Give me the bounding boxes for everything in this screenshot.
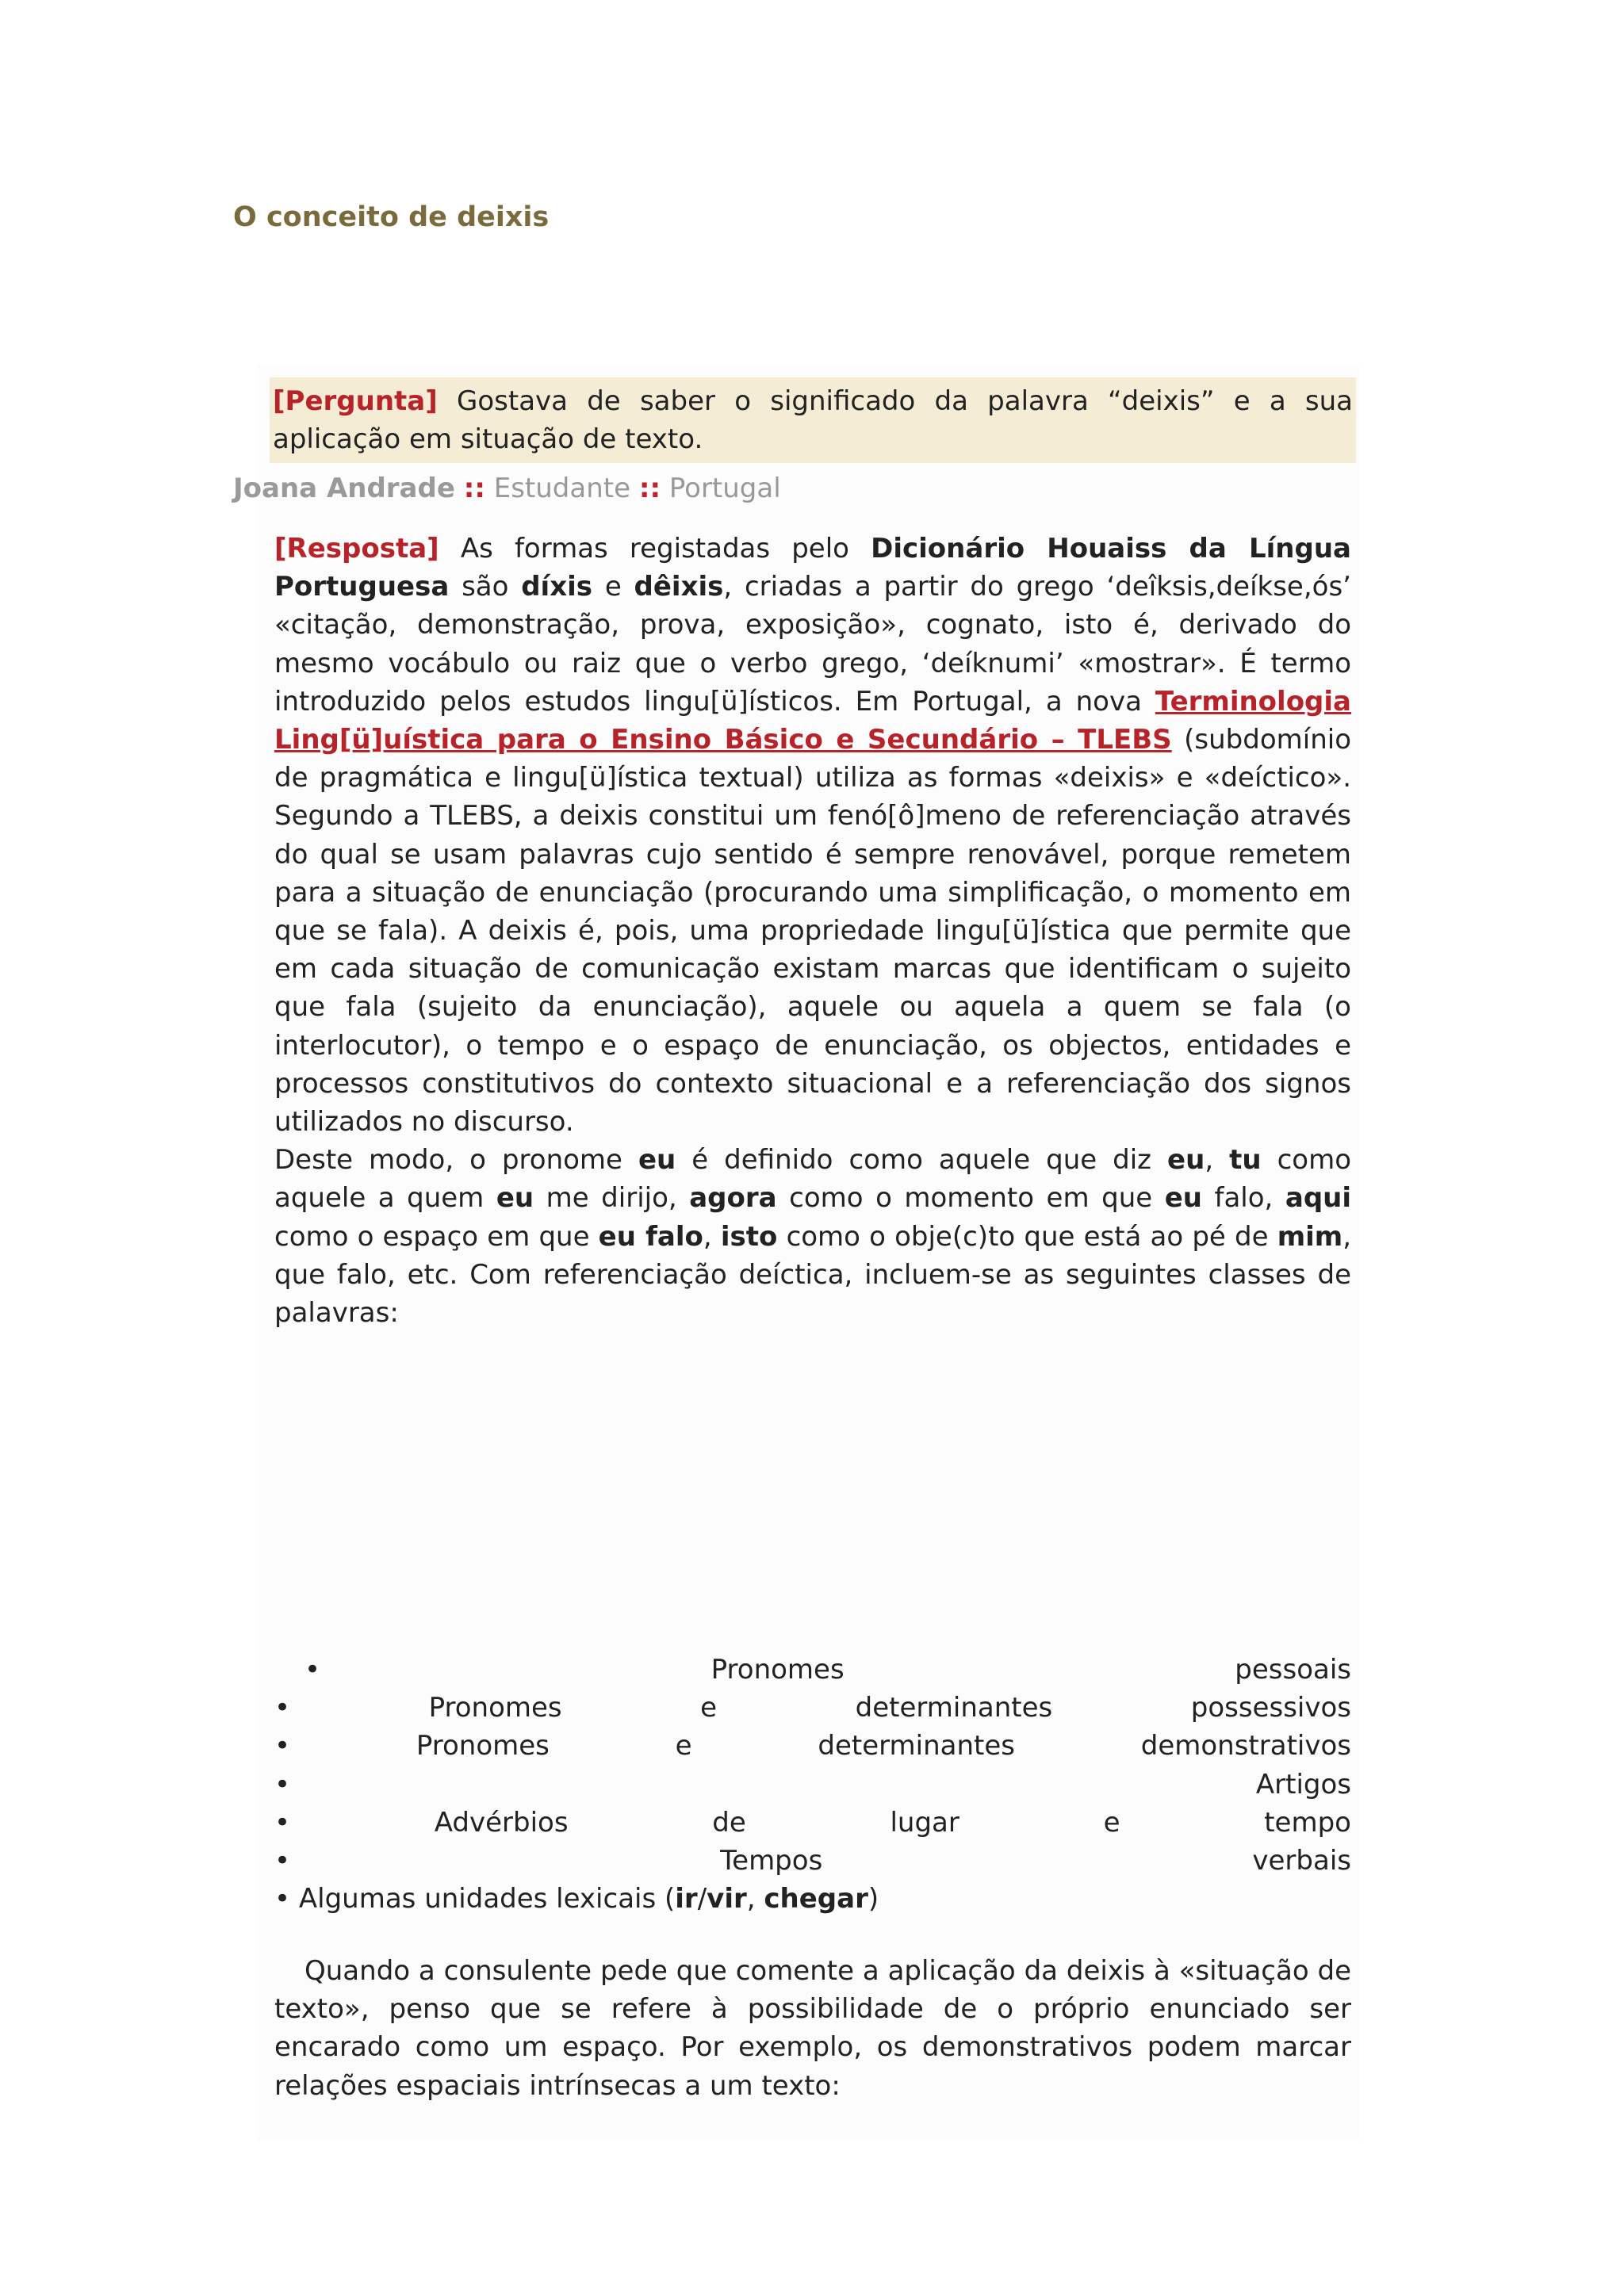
list-word: Advérbios [434, 1806, 569, 1839]
list-item [274, 1804, 1351, 1842]
term-mim: mim [1277, 1220, 1343, 1253]
list-word: possessivos [1190, 1692, 1351, 1724]
list-word: pessoais [1235, 1654, 1351, 1686]
list-word: determinantes [855, 1692, 1053, 1724]
list-word: e [700, 1692, 718, 1724]
word-class-list [274, 1651, 1351, 1918]
answer-part: (subdomínio de pragmática e lingu[ü]ística textual) utiliza as formas «deixis» e «deíctico». Segundo a TLEBS, a deixis constitui um fenó[ô]meno de referenciação através do qual se usam palavras cujo sentido é sempre renovável, porque remetem para a situação de enunciação (procurando uma simplificação, o momento em que se fala). A deixis é, pois, uma propriedade lingu[ü]ística que permite que em cada situação de comunicação existam marcas que identificam o sujeito que fala (sujeito da enunciação), aquele ou aquela a quem se fala (o interlocutor), o tempo e o espaço de enunciação, os objectos, entidades e processos constitutivos do contexto situacional e a referenciação dos signos utilizados no discurso. [274, 724, 1351, 1138]
question-tag: [Pergunta] [273, 385, 438, 417]
term-aqui: aqui [1285, 1182, 1352, 1215]
list-word: , [746, 1883, 756, 1915]
answer-part: me dirijo, [546, 1182, 677, 1215]
term-agora: agora [689, 1182, 777, 1215]
answer-part: como o momento em que [789, 1182, 1153, 1215]
answer-part: como o espaço em que [274, 1220, 590, 1253]
term-eu-falo: eu falo [598, 1220, 703, 1253]
answer-part: , que falo, etc. Com referenciação deíctica, incluem-se as seguintes classes de palavras: [274, 1220, 1352, 1330]
page-title: O conceito de deixis [233, 201, 550, 233]
term-eu: eu [638, 1144, 676, 1177]
dictionary-name: Dicionário Houaiss da Língua Portuguesa [274, 533, 1351, 603]
answer-text [274, 530, 1351, 1332]
answer-part: As formas registadas pelo [460, 533, 849, 564]
list-word: verbais [1252, 1845, 1351, 1877]
term-ir: ir [675, 1883, 698, 1915]
list-word: ) [868, 1883, 879, 1915]
bullet-icon: • [274, 1730, 291, 1762]
bullet-icon: • [274, 1883, 291, 1915]
question-box [270, 377, 1356, 463]
term-chegar: chegar [764, 1883, 868, 1915]
list-word: determinantes [818, 1730, 1015, 1762]
answer-part: Deste modo, o pronome [274, 1144, 622, 1177]
answer-part: é definido como aquele que diz [691, 1144, 1152, 1177]
answer-part: falo, [1214, 1182, 1274, 1215]
term-isto: isto [720, 1220, 778, 1253]
list-word: Algumas unidades lexicais ( [298, 1883, 676, 1915]
list-word: e [1103, 1806, 1120, 1839]
term-eu: eu [1164, 1182, 1202, 1215]
author-country: Portugal [668, 473, 781, 504]
list-word: tempo [1264, 1806, 1351, 1839]
list-word: e [675, 1730, 692, 1762]
answer-part: e [604, 571, 622, 603]
author-separator: :: [463, 473, 485, 504]
list-word: Pronomes [416, 1730, 550, 1762]
answer-part: , criadas a partir do grego ‘deîksis,deíkse,ós’ «citação, demonstração, prova, exposição», cognato, isto é, derivado do mesmo vocábulo ou raiz que o verbo grego, ‘deíknumi’ «mostrar». É termo introduzido pelos estudos lingu[ü]ísticos. Em Portugal, a nova [274, 571, 1351, 718]
bullet-icon: • [274, 1692, 291, 1724]
list-word: lugar [890, 1806, 959, 1839]
tlebs-link[interactable]: Terminologia Ling[ü]uística para o Ensino Básico e Secundário – TLEBS [274, 685, 1351, 756]
term-dixis: díxis [521, 571, 593, 603]
list-item [274, 1880, 1351, 1918]
list-item [274, 1689, 1351, 1727]
bullet-icon: • [274, 1845, 291, 1877]
term-eu: eu [1167, 1144, 1205, 1177]
author-line [233, 473, 781, 504]
term-eu: eu [496, 1182, 534, 1215]
list-word: demonstrativos [1140, 1730, 1351, 1762]
answer-part: como o obje(c)to que está ao pé de [786, 1220, 1269, 1253]
closing-paragraph: Quando a consulente pede que comente a aplicação da deixis à «situação de texto», penso que se refere à possibilidade de o próprio enunciado ser encarado como um espaço. Por exemplo, os demonstrativos podem marcar relações espaciais intrínsecas a um texto: [274, 1955, 1351, 2102]
bullet-icon: • [274, 1768, 291, 1800]
term-vir: vir [707, 1883, 747, 1915]
list-word: Pronomes [710, 1654, 845, 1686]
term-tu: tu [1229, 1144, 1262, 1177]
answer-part: como aquele a quem [274, 1144, 1352, 1215]
list-word: / [697, 1883, 707, 1915]
term-deixis: dêixis [634, 571, 724, 603]
list-word: de [712, 1806, 746, 1839]
author-role: Estudante [493, 473, 631, 504]
bullet-icon: • [304, 1654, 321, 1686]
list-item [274, 1727, 1351, 1765]
list-item [274, 1651, 1351, 1689]
author-separator-2: :: [638, 473, 661, 504]
list-item [274, 1842, 1351, 1880]
list-word: Artigos [1255, 1768, 1351, 1800]
answer-part: são [462, 571, 509, 603]
list-word: Tempos [720, 1845, 823, 1877]
question-text: Gostava de saber o significado da palavra “deixis” e a sua aplicação em situação de texto. [273, 385, 1354, 455]
answer-part: , [1205, 1144, 1214, 1177]
list-item [274, 1766, 1351, 1804]
author-name: Joana Andrade [233, 473, 455, 504]
bullet-icon: • [274, 1806, 291, 1839]
list-word: Pronomes [428, 1692, 562, 1724]
answer-part: , [703, 1220, 712, 1253]
answer-tag: [Resposta] [274, 533, 439, 564]
